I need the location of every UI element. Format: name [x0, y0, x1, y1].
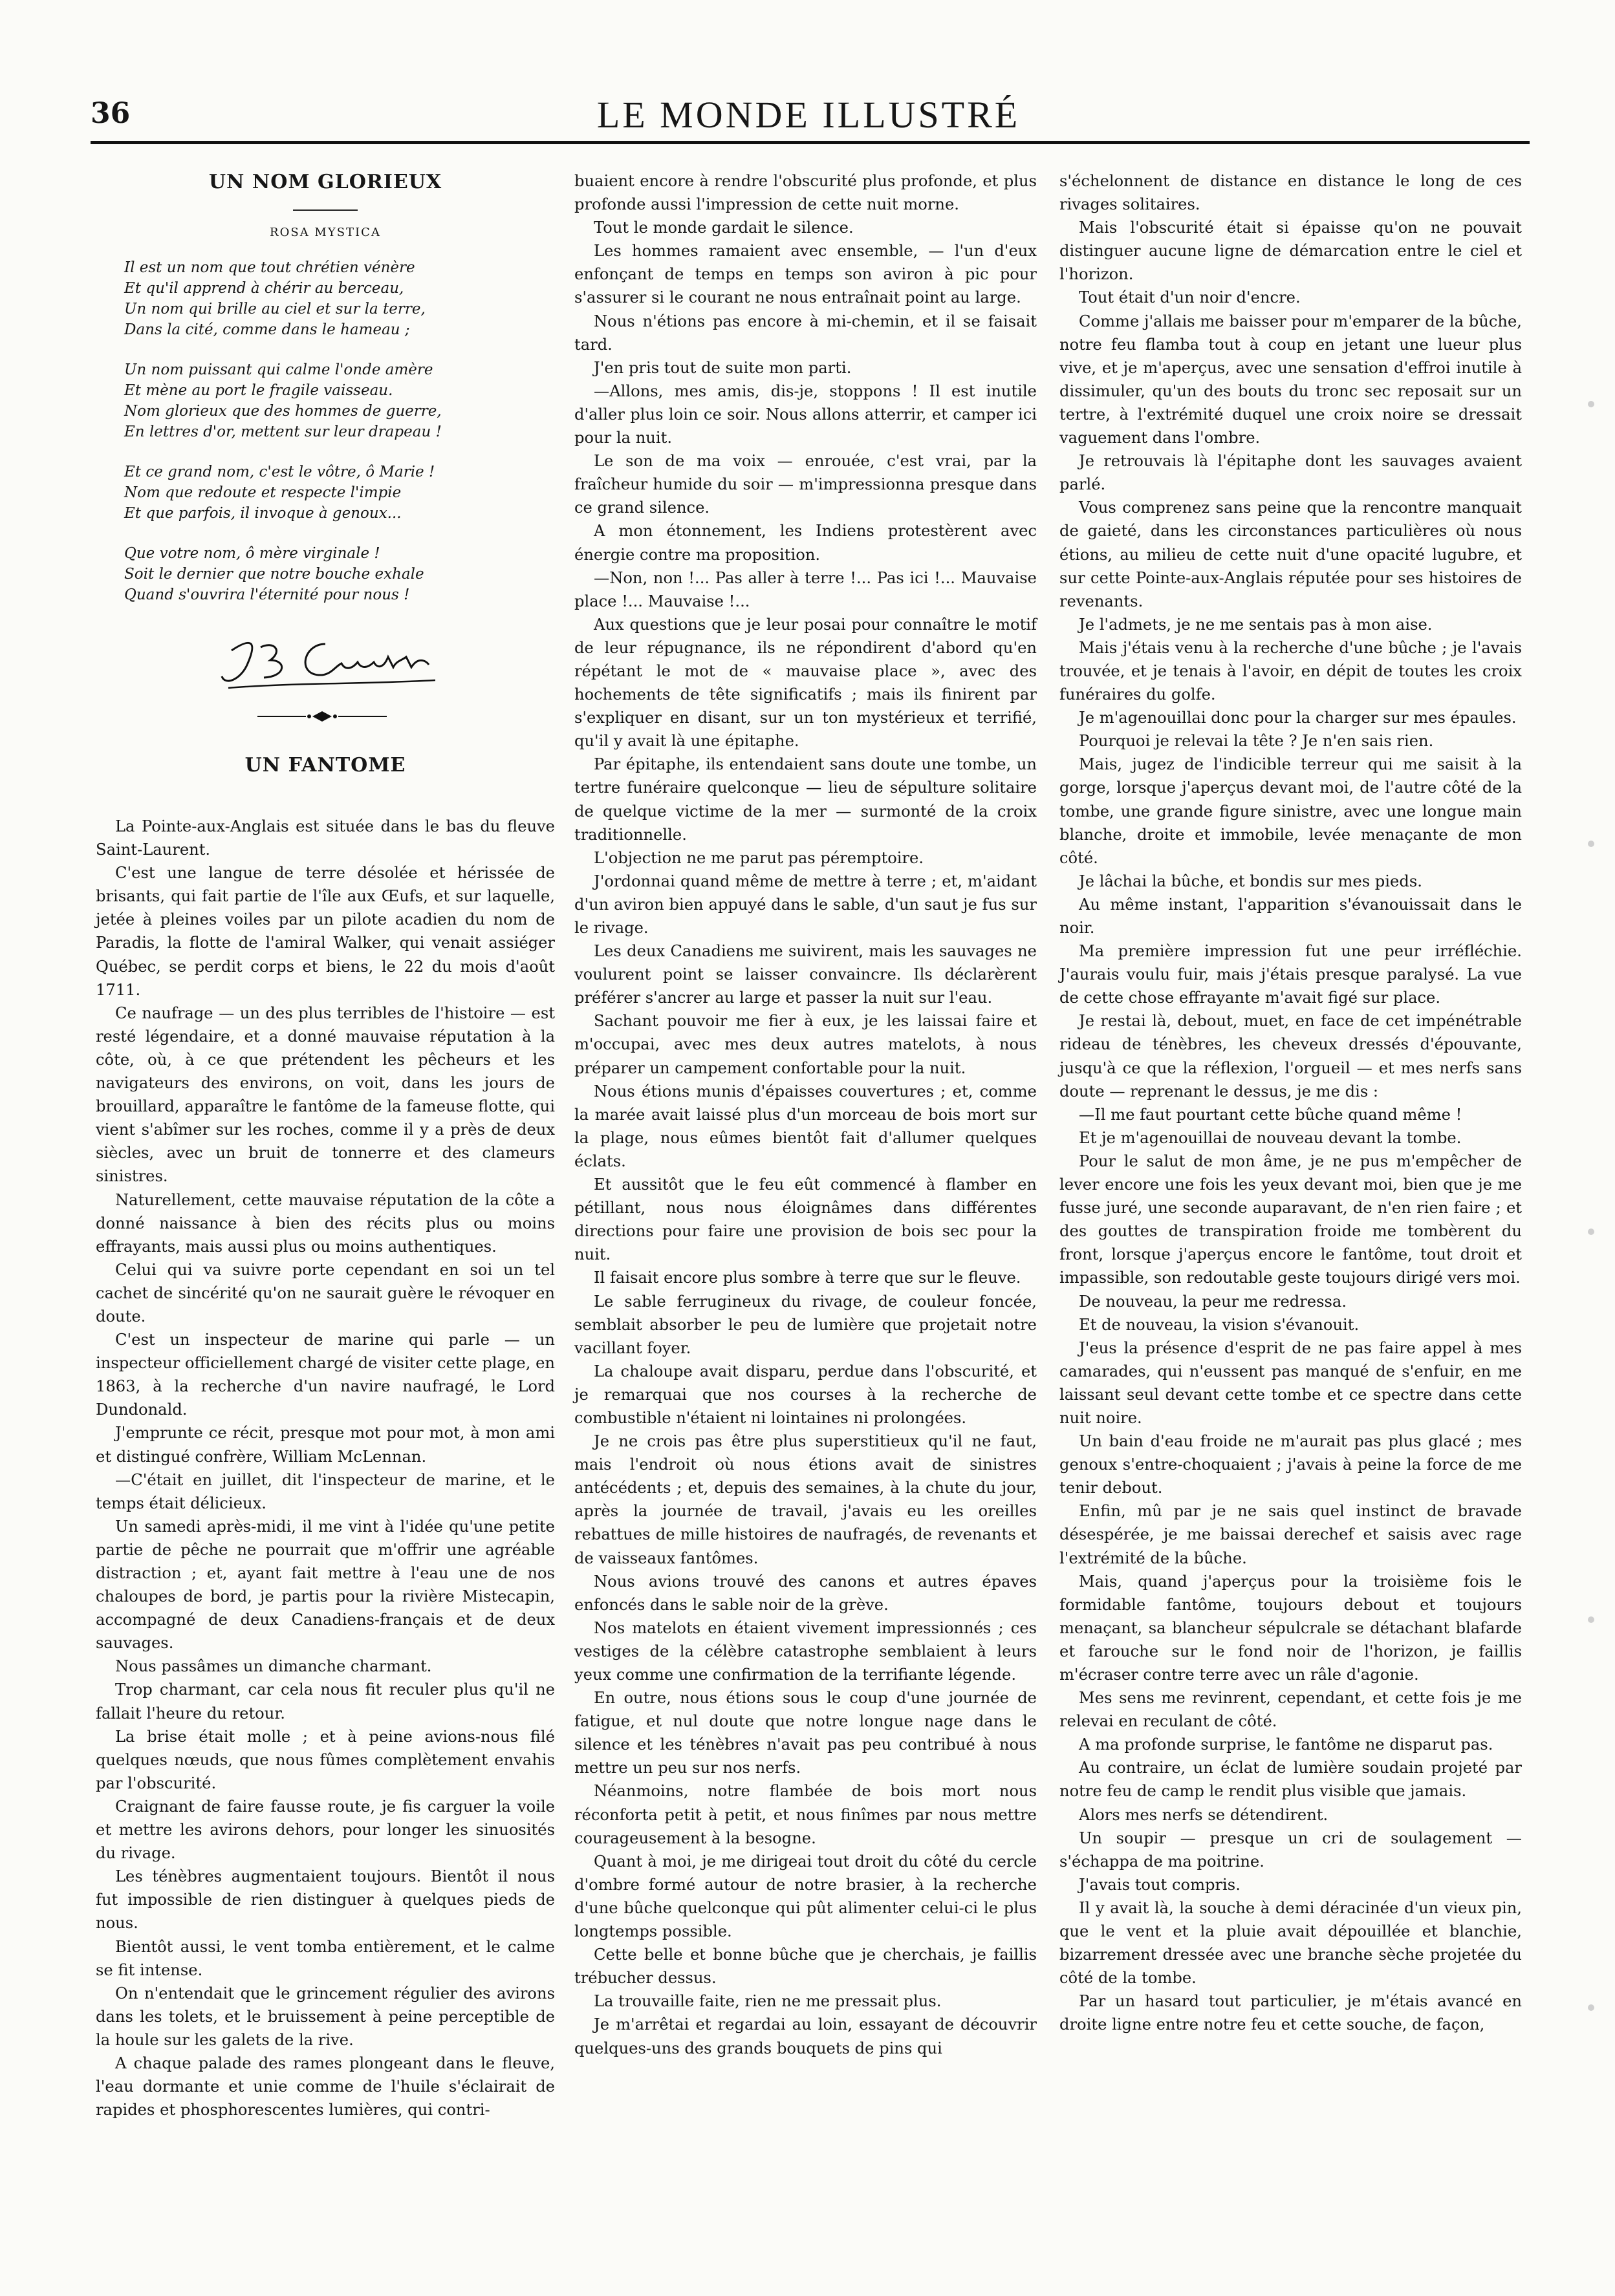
- binding-hole: [1588, 1616, 1594, 1623]
- ornament-icon: [251, 709, 393, 724]
- paragraph: Nous avions trouvé des canons et autres épaves enfoncés dans le sable noir de la grève.: [574, 1572, 1037, 1614]
- paragraph: Au contraire, un éclat de lumière soudain projeté par notre feu de camp le rendit plus visible que jamais.: [1059, 1759, 1522, 1801]
- paragraph: Les hommes ramaient avec ensemble, — l'un d'eux enfonçant de temps en temps son aviron à pic pour s'assurer si le courant ne nous entraînait point au large.: [574, 242, 1037, 307]
- column-1-text: [96, 815, 555, 2121]
- paragraph: —Allons, mes amis, dis-je, stoppons ! Il est inutile d'aller plus loin ce soir. Nous allons atterrir, et camper ici pour la nuit.: [574, 381, 1037, 447]
- paragraph: buaient encore à rendre l'obscurité plus profonde, et plus profonde aussi l'impression de cette nuit morne.: [574, 172, 1037, 214]
- binding-hole: [1588, 1228, 1594, 1235]
- paragraph: Aux questions que je leur posai pour connaître le motif de leur répugnance, ils ne répondirent d'abord qu'en répétant le mot de « mauvaise place », avec des hochements de tête significatifs ; mais ils finirent par s'expliquer en disant, sur un ton mystérieux et terrifié, qu'il y avait là une épitaphe.: [574, 615, 1037, 751]
- paragraph: Pour le salut de mon âme, je ne pus m'empêcher de lever encore une fois les yeux devant moi, bien que je me fusse juré, une seconde auparavant, de n'en rien faire ; et des gouttes de transpiration froide me tombèrent du front, lorsque j'aperçus encore le fantôme, tout droit et impassible, son redoutable geste toujours dirigé vers moi.: [1059, 1152, 1522, 1287]
- paragraph: La trouvaille faite, rien ne me pressait plus.: [594, 1992, 942, 2011]
- paragraph: Je ne crois pas être plus superstitieux qu'il ne faut, mais l'endroit où nous étions avait de sinistres antécédents ; et, depuis des semaines, à la chute du jour, après la journée de travail, j'avais eu les oreilles rebattues de mille histoires de naufragés, de revenants et de vaisseaux fantômes.: [574, 1432, 1037, 1567]
- paragraph: Je retrouvais là l'épitaphe dont les sauvages avaient parlé.: [1059, 452, 1522, 494]
- paragraph: —C'était en juillet, dit l'inspecteur de marine, et le temps était délicieux.: [96, 1470, 555, 1512]
- poem-line: Quand s'ouvrira l'éternité pour nous !: [124, 586, 410, 603]
- paragraph: A chaque palade des rames plongeant dans le fleuve, l'eau dormante et unie comme de l'huile s'éclairait de rapides et phosphorescentes lumières, qui contri-: [96, 2054, 555, 2119]
- binding-hole: [1588, 841, 1594, 847]
- poem-line: Un nom puissant qui calme l'onde amère: [124, 361, 433, 378]
- paragraph: —Il me faut pourtant cette bûche quand même !: [1079, 1105, 1462, 1124]
- paragraph: Le son de ma voix — enrouée, c'est vrai, par la fraîcheur humide du soir — m'impressionna presque dans ce grand silence.: [574, 452, 1037, 517]
- section-ornament: [96, 702, 555, 741]
- paragraph: Je m'arrêtai et regardai au loin, essayant de découvrir quelques-uns des grands bouquets de pins qui: [574, 2015, 1037, 2057]
- column-3: [1059, 169, 1522, 2037]
- paragraph: Un samedi après-midi, il me vint à l'idée qu'une petite partie de pêche ne pourrait que m'offrir une agréable distraction ; et, ayant fait mettre à l'eau une de nos chaloupes de bord, je partis pour la rivière Mistecapin, accompagné de deux Canadiens-français et de deux sauvages.: [96, 1517, 555, 1653]
- paragraph: Néanmoins, notre flambée de bois mort nous réconforta petit à petit, et nous finîmes par nous mettre courageusement à la besogne.: [574, 1782, 1037, 1847]
- poem-line: Et que parfois, il invoque à genoux...: [124, 505, 402, 522]
- paragraph: s'échelonnent de distance en distance le long de ces rivages solitaires.: [1059, 172, 1522, 214]
- paragraph: C'est un inspecteur de marine qui parle — un inspecteur officiellement chargé de visiter cette plage, en 1863, à la recherche d'un navire naufragé, le Lord Dundonald.: [96, 1331, 555, 1419]
- paragraph: En outre, nous étions sous le coup d'une journée de fatigue, et nul doute que notre longue nage dans le silence et les ténèbres n'avait pas peu contribué à nous mettre un peu sur nos nerfs.: [574, 1689, 1037, 1777]
- paragraph: Un bain d'eau froide ne m'aurait pas plus glacé ; mes genoux s'entre-choquaient ; j'avais à peine la force de me tenir debout.: [1059, 1432, 1522, 1497]
- paragraph: Alors mes nerfs se détendirent.: [1079, 1805, 1328, 1824]
- masthead-title: LE MONDE ILLUSTRÉ: [596, 94, 1021, 136]
- paragraph: Mes sens me revinrent, cependant, et cette fois je me relevai en reculant de côté.: [1059, 1689, 1522, 1731]
- paragraph: Je lâchai la bûche, et bondis sur mes pieds.: [1079, 872, 1422, 890]
- paragraph: J'ordonnai quand même de mettre à terre ; et, m'aidant d'un aviron bien appuyé dans le sable, d'un saut je fus sur le rivage.: [574, 872, 1037, 937]
- poem-line: Que votre nom, ô mère virginale !: [124, 545, 380, 562]
- paragraph: Et aussitôt que le feu eût commencé à flamber en pétillant, nous nous éloignâmes dans différentes directions pour faire une provision de bois sec pour la nuit.: [574, 1175, 1037, 1264]
- poem-line: Soit le dernier que notre bouche exhale: [124, 566, 424, 583]
- poem-line: Et mène au port le fragile vaisseau.: [124, 382, 393, 399]
- poem-line: Un nom qui brille au ciel et sur la terre,: [124, 301, 426, 317]
- poem-line: Il est un nom que tout chrétien vénère: [124, 259, 415, 276]
- paragraph: Tout était d'un noir d'encre.: [1079, 288, 1301, 307]
- story-title: UN FANTOME: [244, 754, 406, 777]
- paragraph: Craignant de faire fausse route, je fis carguer la voile et mettre les avirons dehors, pour longer les sinuosités du rivage.: [96, 1797, 555, 1863]
- paragraph: L'objection ne me parut pas péremptoire.: [594, 848, 924, 867]
- column-1: [96, 169, 555, 2121]
- header-rule: [91, 141, 1530, 144]
- paragraph: Nous étions munis d'épaisses couvertures ; et, comme la marée avait laissé plus d'un morceau de bois mort sur la plage, nous eûmes bientôt fait d'allumer quelques éclats.: [574, 1082, 1037, 1170]
- title-divider: [293, 209, 358, 211]
- paragraph: Il faisait encore plus sombre à terre que sur le fleuve.: [594, 1269, 1021, 1287]
- paragraph: Au même instant, l'apparition s'évanouissait dans le noir.: [1059, 895, 1522, 937]
- paragraph: Cette belle et bonne bûche que je cherchais, je faillis trébucher dessus.: [574, 1946, 1037, 1988]
- paragraph: A ma profonde surprise, le fantôme ne disparut pas.: [1079, 1735, 1493, 1754]
- poem-stanzas: [96, 257, 555, 605]
- paragraph: Mais, jugez de l'indicible terreur qui me saisit à la gorge, lorsque j'aperçus devant moi, de l'autre côté de la tombe, une grande figure sinistre, avec une longue main blanche, droite et immobile, levée menaçante de mon côté.: [1059, 755, 1522, 867]
- paragraph: Mais l'obscurité était si épaisse qu'on ne pouvait distinguer aucune ligne de démarcation entre le ciel et l'horizon.: [1059, 219, 1522, 284]
- paragraph: C'est une langue de terre désolée et hérissée de brisants, qui fait partie de l'île aux Œufs, et sur laquelle, jetée à pleines voiles par un pilote acadien du nom de Paradis, la flotte de l'amiral Walker, qui venait assiéger Québec, se perdit corps et biens, le 22 du mois d'août 1711.: [96, 864, 555, 999]
- paragraph: Le sable ferrugineux du rivage, de couleur foncée, semblait absorber le peu de lumière que projetait notre vacillant foyer.: [574, 1292, 1037, 1357]
- paragraph: Trop charmant, car cela nous fit reculer plus qu'il ne fallait l'heure du retour.: [96, 1680, 555, 1722]
- poem-line: En lettres d'or, mettent sur leur drapeau !: [124, 424, 442, 440]
- page-number: 36: [91, 97, 131, 130]
- paragraph: Ce naufrage — un des plus terribles de l'histoire — est resté légendaire, et a donné mauvaise réputation à la côte, où, à ce que prétendent les pêcheurs et les navigateurs des environs, on voit, dans les jours de brouillard, apparaître le fantôme de la fameuse flotte, qui vient s'abîmer sur les roches, comme il y a près de deux siècles, avec un bruit de tonnerre et des clameurs sinistres.: [96, 1003, 555, 1186]
- paragraph: Par un hasard tout particulier, je m'étais avancé en droite ligne entre notre feu et cette souche, de façon,: [1059, 1992, 1522, 2034]
- paragraph: Naturellement, cette mauvaise réputation de la côte a donné naissance à bien des récits plus ou moins effrayants, mais aussi plus ou moins authentiques.: [96, 1190, 555, 1256]
- paragraph: Tout le monde gardait le silence.: [594, 219, 854, 237]
- paragraph: J'avais tout compris.: [1079, 1875, 1241, 1894]
- column-2: [574, 169, 1037, 2060]
- paragraph: Ma première impression fut une peur irréfléchie. J'aurais voulu fuir, mais j'étais presque paralysé. La vue de cette chose effrayante m'avait figé sur place.: [1059, 942, 1522, 1007]
- paragraph: Il y avait là, la souche à demi déracinée d'un vieux pin, que le vent et la pluie avait dépouillée et blanchie, bizarrement dressée avec une branche sèche projetée du côté de la tombe.: [1059, 1898, 1522, 1988]
- poem-line: Et ce grand nom, c'est le vôtre, ô Marie !: [124, 464, 435, 480]
- paragraph: La Pointe-aux-Anglais est située dans le bas du fleuve Saint-Laurent.: [96, 817, 555, 859]
- paragraph: Quant à moi, je me dirigeai tout droit du côté du cercle d'ombre formé autour de notre brasier, à la recherche d'une bûche quelconque qui pût alimenter celui-ci le plus longtemps possible.: [574, 1852, 1037, 1941]
- signature: [96, 625, 555, 702]
- paragraph: La chaloupe avait disparu, perdue dans l'obscurité, et je remarquai que nos courses à la recherche de combustible n'étaient ni lointaines ni prolongées.: [574, 1362, 1037, 1427]
- poem-line: Nom que redoute et respecte l'impie: [124, 484, 402, 501]
- paragraph: A mon étonnement, les Indiens protestèrent avec énergie contre ma proposition.: [574, 522, 1037, 564]
- poem-subtitle: ROSA MYSTICA: [270, 226, 381, 239]
- paragraph: Celui qui va suivre porte cependant en soi un tel cachet de sincérité qu'on ne saurait guère le révoquer en doute.: [96, 1260, 555, 1325]
- column-3-text: [1059, 169, 1522, 2037]
- poem-line: Nom glorieux que des hommes de guerre,: [124, 403, 442, 420]
- paragraph: Mais j'étais venu à la recherche d'une bûche ; je l'avais trouvée, et je tenais à l'avoir, en dépit de toutes les croix funéraires du golfe.: [1059, 638, 1522, 704]
- paragraph: Je l'admets, je ne me sentais pas à mon aise.: [1079, 615, 1433, 634]
- paragraph: De nouveau, la peur me redressa.: [1079, 1292, 1347, 1311]
- paragraph: Vous comprenez sans peine que la rencontre manquait de gaieté, dans les circonstances particulières où nous étions, au milieu de cette nuit d'une opacité lugubre, et sur cette Pointe-aux-Anglais réputée pour ses histoires de revenants.: [1059, 499, 1522, 610]
- paragraph: J'emprunte ce récit, presque mot pour mot, à mon ami et distingué confrère, William McLennan.: [96, 1424, 555, 1466]
- paragraph: Nos matelots en étaient vivement impressionnés ; ces vestiges de la célèbre catastrophe semblaient à leurs yeux comme une confirmation de la terrifiante légende.: [574, 1618, 1037, 1684]
- poem-stanza: [124, 257, 555, 340]
- paragraph: Les ténèbres augmentaient toujours. Bientôt il nous fut impossible de rien distinguer à quelques pieds de nous.: [96, 1867, 555, 1933]
- poem-line: Et qu'il apprend à chérir au berceau,: [124, 280, 404, 297]
- poem-stanza: [124, 462, 555, 524]
- binding-hole: [1588, 2004, 1594, 2011]
- paragraph: Un soupir — presque un cri de soulagement — s'échappa de ma poitrine.: [1059, 1829, 1522, 1871]
- poem-title: UN NOM GLORIEUX: [208, 171, 442, 193]
- poem-stanza: [124, 359, 555, 442]
- paragraph: Enfin, mû par je ne sais quel instinct de bravade désespérée, je me baissai derechef et saisis avec rage l'extrémité de la bûche.: [1059, 1502, 1522, 1567]
- binding-hole: [1588, 401, 1594, 407]
- paragraph: Je restai là, debout, muet, en face de cet impénétrable rideau de ténèbres, les cheveux dressés d'épouvante, jusqu'à ce que la réflexion, l'orgueil — et mes nerfs sans doute — reprenant le dessus, je me dis :: [1059, 1012, 1522, 1100]
- paragraph: Nous passâmes un dimanche charmant.: [115, 1657, 432, 1676]
- paragraph: Mais, quand j'aperçus pour la troisième fois le formidable fantôme, toujours debout et toujours menaçant, sa blancheur sépulcrale se détachant blafarde et farouche sur le fond noir de l'horizon, je faillis m'écraser contre terre avec un râle d'agonie.: [1059, 1572, 1522, 1684]
- paragraph: Sachant pouvoir me fier à eux, je les laissai faire et m'occupai, avec mes deux autres matelots, à nous préparer un campement confortable pour la nuit.: [574, 1012, 1037, 1077]
- paragraph: Pourquoi je relevai la tête ? Je n'en sais rien.: [1079, 732, 1434, 751]
- signature-icon: [212, 625, 445, 696]
- paragraph: On n'entendait que le grincement régulier des avirons dans les tolets, et le bruissement à peine perceptible de la houle sur les galets de la rive.: [96, 1984, 555, 2049]
- paragraph: La brise était molle ; et à peine avions-nous filé quelques nœuds, que nous fûmes complètement envahis par l'obscurité.: [96, 1727, 555, 1792]
- paragraph: J'eus la présence d'esprit de ne pas faire appel à mes camarades, qui n'eussent pas manqué de s'enfuir, en me laissant seul devant cette tombe et ce spectre dans cette nuit noire.: [1059, 1338, 1522, 1427]
- paragraph: J'en pris tout de suite mon parti.: [594, 358, 852, 377]
- paragraph: Par épitaphe, ils entendaient sans doute une tombe, un tertre funéraire quelconque — lieu de sépulture solitaire de quelque victime de la mer — surmonté de la croix traditionnelle.: [574, 755, 1037, 844]
- paragraph: —Non, non !... Pas aller à terre !... Pas ici !... Mauvaise place !... Mauvaise !...: [574, 568, 1037, 610]
- paragraph: Je m'agenouillai donc pour la charger sur mes épaules.: [1079, 709, 1517, 727]
- column-2-text: [574, 169, 1037, 2060]
- paragraph: Nous n'étions pas encore à mi-chemin, et il se faisait tard.: [574, 312, 1037, 354]
- paragraph: Bientôt aussi, le vent tomba entièrement, et le calme se fit intense.: [96, 1937, 555, 1979]
- paragraph: Et je m'agenouillai de nouveau devant la tombe.: [1079, 1128, 1462, 1147]
- poem-line: Dans la cité, comme dans le hameau ;: [124, 321, 410, 338]
- paragraph: Et de nouveau, la vision s'évanouit.: [1079, 1315, 1360, 1334]
- poem-stanza: [124, 543, 555, 605]
- paragraph: Comme j'allais me baisser pour m'emparer de la bûche, notre feu flamba tout à coup en jetant une lueur plus vive, et je m'aperçus, avec une sensation d'effroi inutile à dissimuler, qu'un des bouts du tronc sec reposait sur un tertre, à l'extrémité duquel une croix noire se dressait vaguement dans l'ombre.: [1059, 312, 1522, 447]
- paragraph: Les deux Canadiens me suivirent, mais les sauvages ne voulurent point se laisser convaincre. Ils déclarèrent préférer s'ancrer au large et passer la nuit sur l'eau.: [574, 942, 1037, 1007]
